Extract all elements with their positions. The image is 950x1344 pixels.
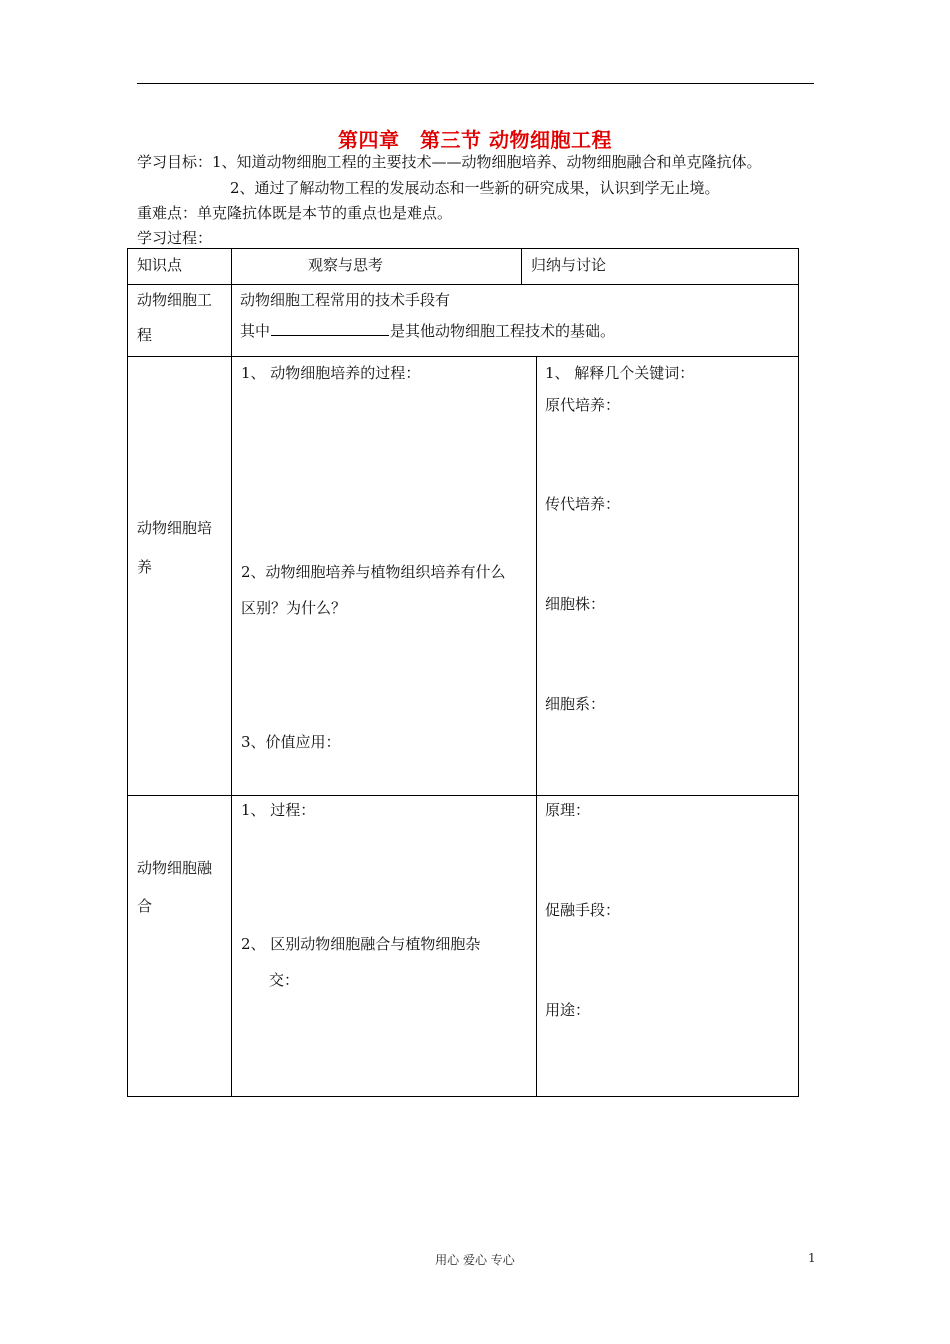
process-label: 学习过程： xyxy=(137,229,213,247)
table-border-left xyxy=(127,248,128,1097)
row2-term-cell-line: 细胞系： xyxy=(545,695,606,713)
header-rule xyxy=(137,83,814,84)
page-number: 1 xyxy=(808,1251,816,1265)
table-border-bottom xyxy=(127,1096,799,1097)
table-col-divider-1 xyxy=(231,248,232,1097)
row3-uses: 用途： xyxy=(545,1001,591,1019)
header-summary: 归纳与讨论 xyxy=(531,256,607,274)
row3-question-2-line2: 交： xyxy=(269,971,300,989)
row3-question-2-line1: 2、 区别动物细胞融合与植物细胞杂 xyxy=(241,935,481,953)
table-col-divider-2 xyxy=(536,356,537,1097)
row2-question-3: 3、价值应用： xyxy=(241,733,341,751)
table-col-divider-header xyxy=(521,248,522,285)
row2-term-cell-strain: 细胞株： xyxy=(545,595,606,613)
row3-fusion-method: 促融手段： xyxy=(545,901,621,919)
key-points: 重难点：单克隆抗体既是本节的重点也是难点。 xyxy=(137,204,453,222)
row1-text-line2 xyxy=(240,320,615,342)
row2-term-primary-culture: 原代培养： xyxy=(545,396,621,414)
table-border-top xyxy=(127,248,799,249)
row1-text-suffix: 是其他动物细胞工程技术的基础。 xyxy=(390,322,616,340)
row3-question-1: 1、 过程： xyxy=(241,801,316,819)
row1-text-line1: 动物细胞工程常用的技术手段有 xyxy=(240,291,451,309)
row1-text-prefix: 其中 xyxy=(240,322,271,340)
row3-topic-line1: 动物细胞融 xyxy=(137,859,213,877)
fill-in-blank[interactable] xyxy=(271,321,389,336)
table-rule-header xyxy=(127,284,799,285)
row3-topic-line2: 合 xyxy=(137,897,153,915)
objectives-line-2: 2、通过了解动物工程的发展动态和一些新的研究成果，认识到学无止境。 xyxy=(230,179,720,197)
page-title: 第四章 第三节 动物细胞工程 xyxy=(338,128,612,152)
row2-question-1: 1、 动物细胞培养的过程： xyxy=(241,364,421,382)
row2-discussion-title: 1、 解释几个关键词： xyxy=(545,364,695,382)
page-footer: 用心 爱心 专心 xyxy=(435,1253,515,1267)
row2-question-2-line1: 2、动物细胞培养与植物组织培养有什么 xyxy=(241,563,506,581)
row2-topic-line1: 动物细胞培 xyxy=(137,519,213,537)
row2-term-subculture: 传代培养： xyxy=(545,495,621,513)
table-rule-row2 xyxy=(127,795,799,796)
row1-topic-line2: 程 xyxy=(137,326,153,344)
table-border-right xyxy=(798,248,799,1097)
header-topic: 知识点 xyxy=(137,256,183,274)
objectives-line-1: 学习目标：1、知道动物细胞工程的主要技术——动物细胞培养、动物细胞融合和单克隆抗体。 xyxy=(137,153,762,171)
header-observe: 观察与思考 xyxy=(308,256,384,274)
row2-question-2-line2: 区别？为什么？ xyxy=(241,599,347,617)
row3-principle: 原理： xyxy=(545,801,591,819)
row2-topic-line2: 养 xyxy=(137,558,153,576)
table-rule-row1 xyxy=(127,356,799,357)
row1-topic-line1: 动物细胞工 xyxy=(137,291,213,309)
